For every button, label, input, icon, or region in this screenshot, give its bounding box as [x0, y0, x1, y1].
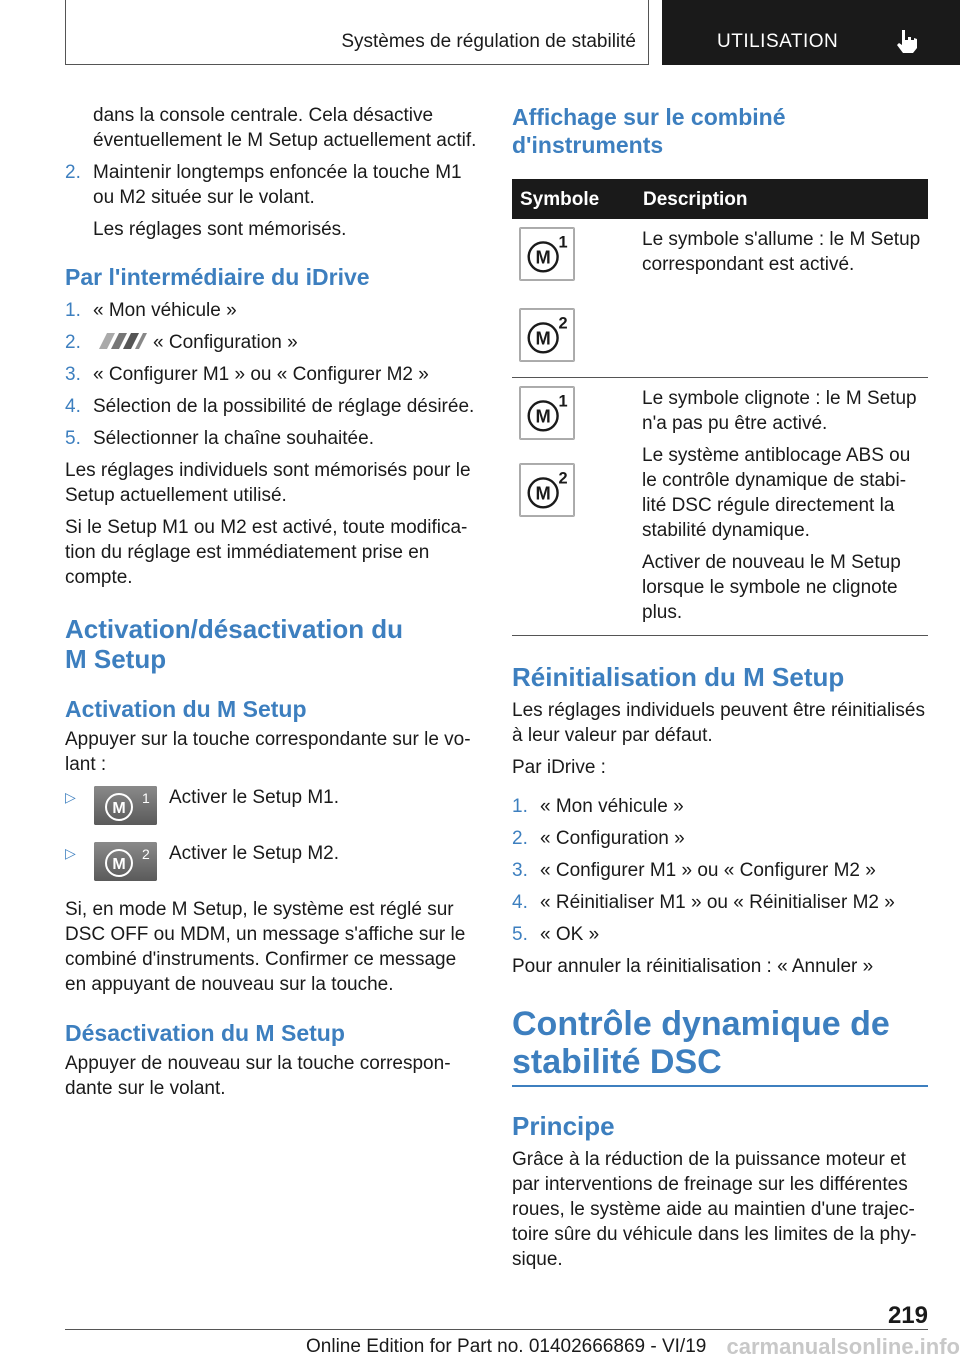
footer-divider: [65, 1329, 928, 1330]
paragraph: Les réglages individuels sont mémorisés pour le Setup actuellement utilisé.: [65, 460, 471, 506]
table-header-symbol: Symbole: [512, 179, 635, 219]
table-row: [512, 219, 928, 378]
page-number: 219: [887, 1302, 928, 1329]
paragraph: Appuyer sur la touche correspondante sur le volant :: [65, 729, 471, 775]
paragraph: Par iDrive :: [512, 757, 606, 778]
paragraph: Les réglages individuels peuvent être réinitialisés à leur valeur par défaut.: [512, 700, 925, 746]
dsc-heading: Contrôle dynamique de stabilité DSC: [512, 1005, 890, 1081]
bullet-text: Activer le Setup M2.: [169, 843, 340, 864]
m2-symbol-icon: [519, 308, 575, 362]
step-number: 1.: [512, 796, 528, 817]
list-item: [512, 826, 928, 851]
step-number: 4.: [512, 892, 528, 913]
reset-heading: Réinitialisation du M Setup: [512, 662, 845, 692]
list-item: [65, 841, 477, 885]
step-number: 5.: [65, 428, 81, 449]
symbol-description: Le symbole s'allume : le M Setup correspondant est activé.: [642, 229, 921, 275]
list-item: [65, 426, 477, 451]
header-chapter-title: UTILISATION: [717, 31, 839, 52]
step-text: « Mon véhicule »: [93, 300, 237, 321]
step-number: 2.: [512, 828, 528, 849]
step-text: « Mon véhicule »: [540, 796, 684, 817]
idrive-heading: Par l'intermédiaire du iDrive: [65, 264, 370, 290]
list-item: [512, 858, 928, 883]
display-heading: Affichage sur le combiné d'instruments: [512, 104, 786, 158]
step-text: Maintenir longtemps enfoncée la touche M1 ou M2 située sur le volant.: [93, 162, 462, 208]
step-text: « Configurer M1 » ou « Configurer M2 »: [540, 860, 876, 881]
paragraph: Si le Setup M1 ou M2 est activé, toute modification du réglage est immédiatement prise en compte.: [65, 517, 468, 588]
header-section-title: Systèmes de régulation de stabilité: [341, 31, 636, 52]
step-number: 4.: [65, 396, 81, 417]
m1-symbol-icon: [519, 386, 575, 440]
step-number: 2.: [65, 162, 81, 183]
step-text: « OK »: [540, 924, 600, 945]
table-header-description: Description: [635, 179, 928, 219]
m2-symbol-icon: [519, 463, 575, 517]
table-row: [512, 378, 928, 636]
svg-text:M: M: [535, 482, 551, 504]
settings-menu-icon: [91, 332, 149, 350]
m2-button-icon: [94, 842, 157, 881]
left-column: [65, 103, 477, 1101]
list-item: [512, 922, 928, 947]
paragraph: Appuyer de nouveau sur la touche correspondante sur le volant.: [65, 1053, 451, 1099]
m1-button-icon: [94, 786, 157, 825]
step-number: 3.: [512, 860, 528, 881]
principe-heading: Principe: [512, 1111, 615, 1141]
step-text: « Configuration »: [540, 828, 685, 849]
symbol-description: Le symbole clignote : le M Setup n'a pas pu être activé.: [642, 388, 917, 434]
symbol-description: Activer de nouveau le M Setup lorsque le symbole ne clignote plus.: [642, 552, 901, 623]
svg-text:2: 2: [558, 469, 568, 488]
svg-text:M: M: [535, 405, 551, 427]
reset-steps-list: [512, 794, 928, 947]
m1-symbol-icon: [519, 227, 575, 281]
button-list: [65, 785, 477, 885]
watermark: carmanualsonline.info: [726, 1334, 960, 1359]
deactivation-heading: Désactivation du M Setup: [65, 1020, 345, 1046]
svg-text:2: 2: [558, 314, 568, 333]
svg-text:2: 2: [142, 846, 150, 862]
header-chapter-box: [662, 0, 960, 65]
svg-text:1: 1: [142, 790, 150, 806]
list-item: [65, 298, 477, 323]
paragraph: Si, en mode M Setup, le système est réglé sur DSC OFF ou MDM, un message s'affiche sur le combiné d'instruments. Confirmer ce message en appuyant de nouveau sur la touche.: [65, 899, 466, 995]
intro-continuation: dans la console centrale. Cela désactive éventuellement le M Setup actuellement actif.: [93, 105, 477, 151]
svg-text:1: 1: [558, 233, 568, 252]
list-item: [65, 785, 477, 829]
list-item: [65, 362, 477, 387]
table-cell: [635, 219, 928, 378]
idrive-steps-list: [65, 298, 477, 451]
setup-steps-list: [65, 160, 477, 210]
svg-text:M: M: [112, 800, 126, 817]
step-number: 2.: [65, 332, 81, 353]
footer-edition: Online Edition for Part no. 01402666869 - VI/19: [306, 1336, 707, 1357]
step-text: « Configurer M1 » ou « Configurer M2 »: [93, 364, 429, 385]
step-text: « Configuration »: [153, 332, 298, 353]
step-number: 5.: [512, 924, 528, 945]
step-note: Les réglages sont mémorisés.: [93, 219, 347, 240]
bullet-text: Activer le Setup M1.: [169, 787, 340, 808]
list-item: [65, 394, 477, 419]
step-text: Sélection de la possibilité de réglage désirée.: [93, 396, 475, 417]
paragraph: Grâce à la réduction de la puissance moteur et par interventions de freinage sur les différentes roues, le système aide au maintien d'une trajectoire sûre du véhicule dans les limites de la physique.: [512, 1149, 917, 1270]
svg-text:1: 1: [558, 392, 568, 411]
list-item: [65, 330, 477, 355]
step-text: « Réinitialiser M1 » ou « Réinitialiser M2 »: [540, 892, 895, 913]
triangle-bullet-icon: ▷: [65, 845, 76, 861]
activation-deactivation-heading: Activation/désactivation du M Setup: [65, 614, 404, 674]
paragraph: Pour annuler la réinitialisation : « Annuler »: [512, 956, 874, 977]
list-item: [512, 890, 928, 915]
list-item: [65, 160, 477, 210]
svg-text:M: M: [535, 246, 551, 268]
step-number: 1.: [65, 300, 81, 321]
dsc-heading-block: [512, 1005, 928, 1087]
hand-pointer-icon: [894, 26, 920, 54]
step-number: 3.: [65, 364, 81, 385]
symbol-description: Le système antiblocage ABS ou le contrôle dynamique de stabilité DSC régule directement la stabilité dynamique.: [642, 445, 911, 541]
triangle-bullet-icon: ▷: [65, 789, 76, 805]
right-column: [512, 103, 928, 1272]
table-cell: [635, 378, 928, 636]
svg-text:M: M: [112, 856, 126, 873]
svg-text:M: M: [535, 327, 551, 349]
header-section-box: [65, 0, 649, 65]
activation-heading: Activation du M Setup: [65, 696, 307, 722]
step-text: Sélectionner la chaîne souhaitée.: [93, 428, 374, 449]
list-item: [512, 794, 928, 819]
symbol-table: [512, 179, 928, 636]
